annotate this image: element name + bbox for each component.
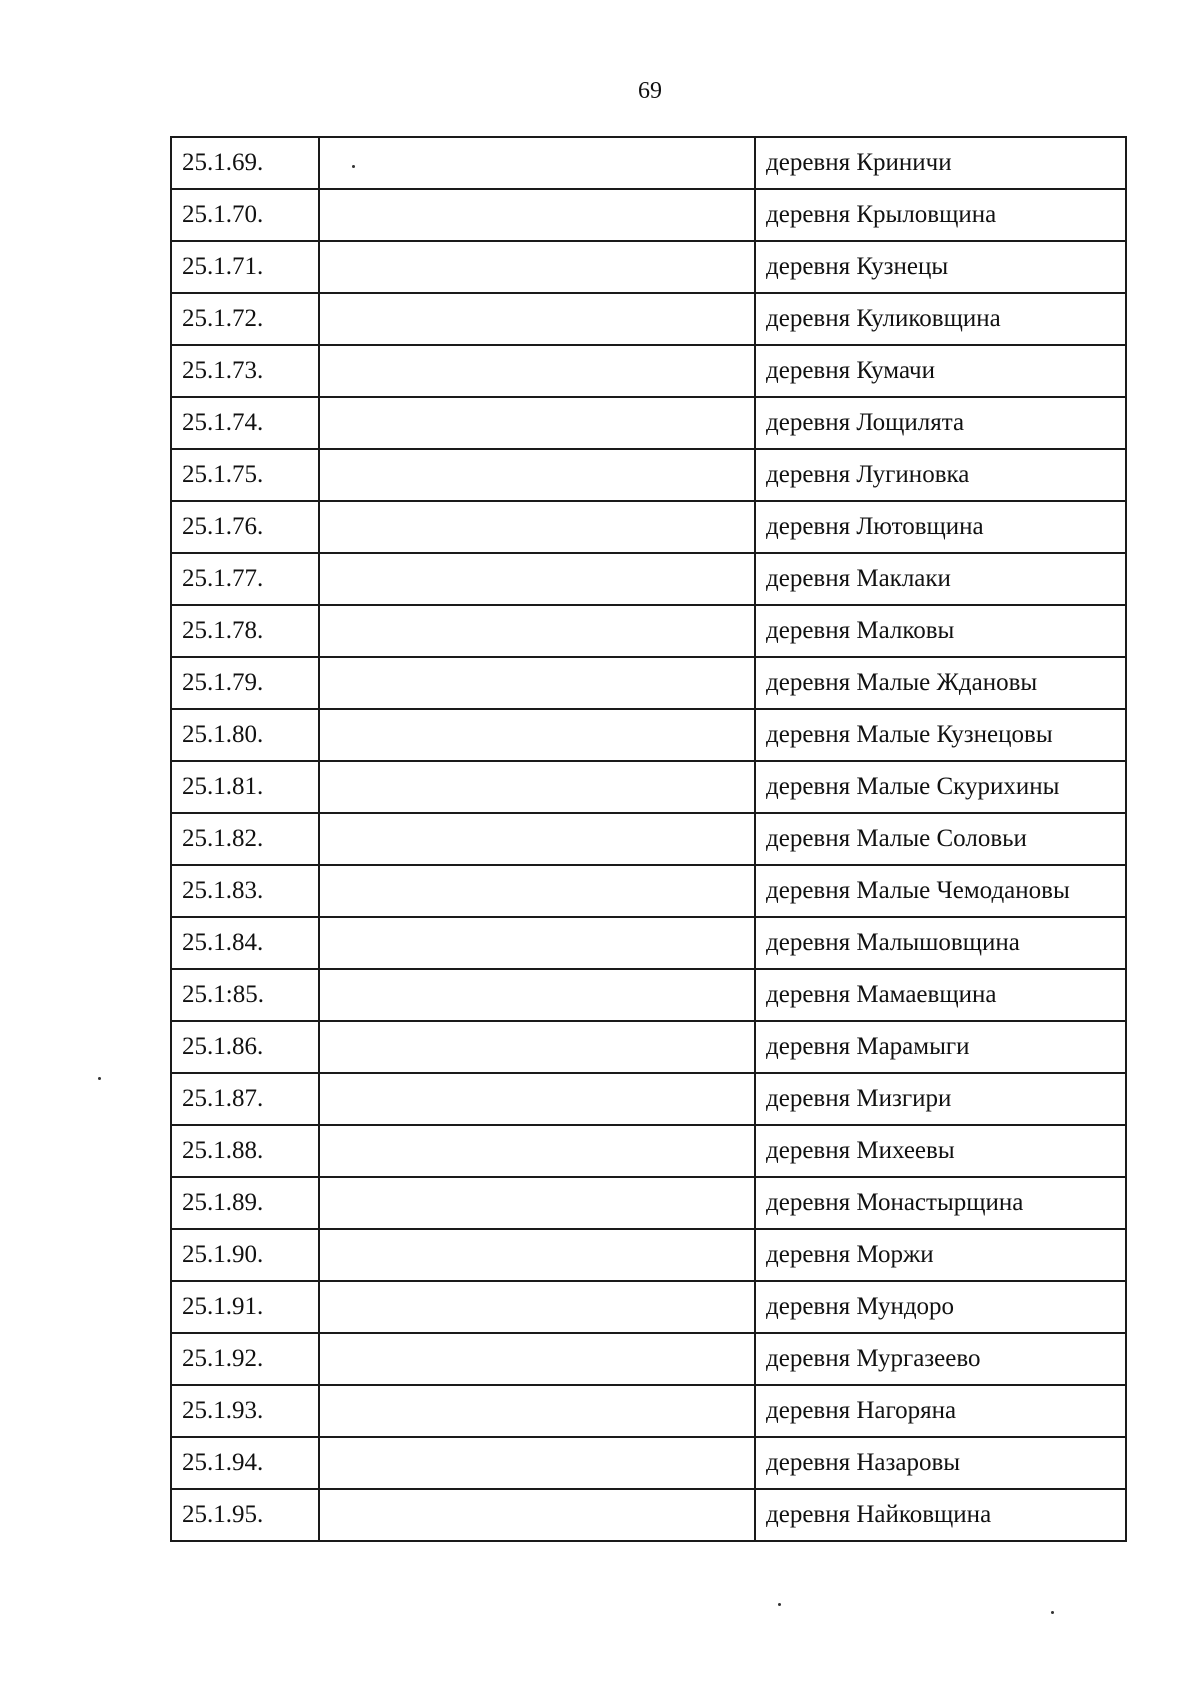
empty-cell	[319, 449, 755, 501]
empty-cell	[319, 1021, 755, 1073]
empty-cell	[319, 1489, 755, 1541]
row-number: 25.1.74.	[171, 397, 319, 449]
row-number: 25.1.75.	[171, 449, 319, 501]
table-row	[171, 397, 1126, 449]
row-number: 25.1.89.	[171, 1177, 319, 1229]
page-number: 69	[638, 78, 662, 104]
settlement-name: деревня Крыловщина	[755, 189, 1126, 241]
table-row	[171, 449, 1126, 501]
table-row	[171, 1229, 1126, 1281]
table-row	[171, 553, 1126, 605]
settlement-name: деревня Малышовщина	[755, 917, 1126, 969]
empty-cell	[319, 709, 755, 761]
row-number: 25.1.81.	[171, 761, 319, 813]
settlement-name: деревня Криничи	[755, 137, 1126, 189]
settlement-name: деревня Мамаевщина	[755, 969, 1126, 1021]
settlement-name: деревня Малые Кузнецовы	[755, 709, 1126, 761]
row-number: 25.1.84.	[171, 917, 319, 969]
empty-cell	[319, 1229, 755, 1281]
row-number: 25.1.83.	[171, 865, 319, 917]
table-row	[171, 1437, 1126, 1489]
empty-cell	[319, 1281, 755, 1333]
empty-cell	[319, 865, 755, 917]
settlement-name: деревня Кузнецы	[755, 241, 1126, 293]
settlement-name: деревня Куликовщина	[755, 293, 1126, 345]
row-number: 25.1.72.	[171, 293, 319, 345]
table-row	[171, 1333, 1126, 1385]
table-row	[171, 969, 1126, 1021]
empty-cell	[319, 189, 755, 241]
table-row	[171, 605, 1126, 657]
scan-speck	[1051, 1611, 1054, 1614]
table-row	[171, 1385, 1126, 1437]
table-row	[171, 241, 1126, 293]
row-number: 25.1.88.	[171, 1125, 319, 1177]
empty-cell	[319, 293, 755, 345]
empty-cell	[319, 605, 755, 657]
empty-cell	[319, 345, 755, 397]
empty-cell	[319, 241, 755, 293]
row-number: 25.1.95.	[171, 1489, 319, 1541]
row-number: 25.1.76.	[171, 501, 319, 553]
table-row	[171, 1021, 1126, 1073]
row-number: 25.1.87.	[171, 1073, 319, 1125]
settlement-name: деревня Назаровы	[755, 1437, 1126, 1489]
settlement-name: деревня Малые Соловьи	[755, 813, 1126, 865]
table-row	[171, 657, 1126, 709]
empty-cell	[319, 1125, 755, 1177]
settlement-name: деревня Мургазеево	[755, 1333, 1126, 1385]
empty-cell	[319, 657, 755, 709]
row-number: 25.1.92.	[171, 1333, 319, 1385]
settlement-name: деревня Моржи	[755, 1229, 1126, 1281]
settlement-name: деревня Малковы	[755, 605, 1126, 657]
row-number: 25.1.69.	[171, 137, 319, 189]
empty-cell	[319, 917, 755, 969]
settlement-name: деревня Маклаки	[755, 553, 1126, 605]
settlement-name: деревня Монастырщина	[755, 1177, 1126, 1229]
empty-cell	[319, 1073, 755, 1125]
table-row	[171, 501, 1126, 553]
scan-speck	[352, 165, 355, 168]
table-body	[171, 137, 1126, 1541]
empty-cell	[319, 553, 755, 605]
table-row	[171, 917, 1126, 969]
settlement-name: деревня Малые Ждановы	[755, 657, 1126, 709]
settlement-name: деревня Лощилята	[755, 397, 1126, 449]
table-row	[171, 1281, 1126, 1333]
settlement-name: деревня Кумачи	[755, 345, 1126, 397]
settlement-name: деревня Лютовщина	[755, 501, 1126, 553]
table-row	[171, 1489, 1126, 1541]
empty-cell	[319, 761, 755, 813]
row-number: 25.1.91.	[171, 1281, 319, 1333]
empty-cell	[319, 1333, 755, 1385]
settlement-name: деревня Малые Скурихины	[755, 761, 1126, 813]
empty-cell	[319, 137, 755, 189]
table-row	[171, 293, 1126, 345]
settlement-name: деревня Малые Чемодановы	[755, 865, 1126, 917]
empty-cell	[319, 969, 755, 1021]
table-row	[171, 709, 1126, 761]
empty-cell	[319, 1385, 755, 1437]
row-number: 25.1.93.	[171, 1385, 319, 1437]
scan-speck	[778, 1603, 781, 1606]
row-number: 25.1.86.	[171, 1021, 319, 1073]
empty-cell	[319, 1437, 755, 1489]
table-row	[171, 189, 1126, 241]
row-number: 25.1.80.	[171, 709, 319, 761]
row-number: 25.1.78.	[171, 605, 319, 657]
row-number: 25.1.73.	[171, 345, 319, 397]
table-row	[171, 1125, 1126, 1177]
table-row	[171, 813, 1126, 865]
settlement-name: деревня Мизгири	[755, 1073, 1126, 1125]
empty-cell	[319, 501, 755, 553]
settlement-name: деревня Михеевы	[755, 1125, 1126, 1177]
row-number: 25.1.79.	[171, 657, 319, 709]
settlement-name: деревня Лугиновка	[755, 449, 1126, 501]
row-number: 25.1:85.	[171, 969, 319, 1021]
empty-cell	[319, 1177, 755, 1229]
settlement-name: деревня Нагоряна	[755, 1385, 1126, 1437]
settlements-table	[170, 136, 1127, 1542]
table-row	[171, 137, 1126, 189]
table-row	[171, 1177, 1126, 1229]
settlement-name: деревня Мундоро	[755, 1281, 1126, 1333]
empty-cell	[319, 397, 755, 449]
row-number: 25.1.71.	[171, 241, 319, 293]
row-number: 25.1.90.	[171, 1229, 319, 1281]
settlement-name: деревня Марамыги	[755, 1021, 1126, 1073]
table-row	[171, 761, 1126, 813]
scan-speck	[98, 1077, 101, 1080]
empty-cell	[319, 813, 755, 865]
row-number: 25.1.77.	[171, 553, 319, 605]
settlement-name: деревня Найковщина	[755, 1489, 1126, 1541]
table-row	[171, 345, 1126, 397]
row-number: 25.1.94.	[171, 1437, 319, 1489]
table-row	[171, 865, 1126, 917]
row-number: 25.1.70.	[171, 189, 319, 241]
row-number: 25.1.82.	[171, 813, 319, 865]
table-row	[171, 1073, 1126, 1125]
